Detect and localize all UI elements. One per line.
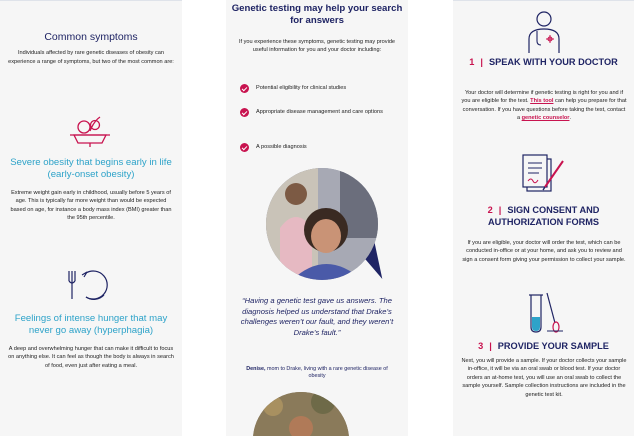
attribution-description: mom to Drake, living with a rare genetic disease of obesity: [265, 366, 388, 380]
check-icon: [240, 143, 249, 152]
step1-body-text: .: [569, 115, 572, 122]
step1-title: SPEAK WITH YOUR DOCTOR: [488, 57, 618, 67]
symptom1-body: Extreme weight gain early in childhood, usually before 5 years of age. This is typically far more weight than would be expected based on age, for instance a body mass index (BMI) greater than the 95th percentile.: [10, 190, 172, 222]
checklist-item-label: Potential eligibility for clinical studies: [256, 85, 347, 91]
check-icon: [240, 84, 249, 93]
form-pen-icon: [519, 153, 569, 197]
step3-number: 3: [478, 341, 484, 351]
step1-body-text: Your doctor will determine if genetic testing is right for you and if you are eligible for the test.: [461, 90, 624, 105]
checklist-item-label: A possible diagnosis: [256, 144, 307, 150]
testimonial-quote: “Having a genetic test gave us answers. The diagnosis helped us understand that Drake’s challenges weren’t our fault, and they weren’t Drake’s fault.”: [240, 296, 394, 337]
symptoms-intro: Individuals affected by rare genetic diseases of obesity can experience a range of symptoms, but two of the most common are:: [8, 50, 174, 65]
test-tube-swab-icon: [523, 291, 565, 335]
family-photo: [266, 168, 378, 280]
step1-body-text: can help you prepare for that conversation. If you have questions before taking the test, contact a: [462, 98, 627, 122]
symptom2-body: A deep and overwhelming hunger that can make it difficult to focus on anything else. It can feel as though the body is always in search of food, even just after eating a meal.: [8, 346, 174, 369]
testimonial-attribution: [246, 366, 388, 381]
step2-number: 2: [487, 205, 493, 215]
step2-title: SIGN CONSENT AND AUTHORIZATION FORMS: [487, 205, 600, 227]
genetic-testing-title: Genetic testing may help your search for answers: [231, 3, 403, 26]
scale-icon: [66, 113, 114, 149]
fork-plate-icon: [66, 265, 114, 305]
step1-number: 1: [469, 57, 475, 67]
step2-heading: 2 | SIGN CONSENT AND AUTHORIZATION FORMS: [487, 205, 600, 227]
this-tool-link[interactable]: This tool: [530, 98, 554, 105]
symptoms-panel: [0, 0, 182, 436]
attribution-name: Denise,: [246, 366, 266, 372]
checklist-item-label: Appropriate disease management and care options: [256, 109, 383, 115]
genetic-testing-panel: [226, 0, 408, 436]
check-icon: [240, 108, 249, 117]
step3-body: Next, you will provide a sample. If your doctor collects your sample in-office, it will be via an oral swab or blood test. If your doctor orders an at-home test, you will use an oral swab to collect the sample yourself. Sample collection instructions are included in the genetic test kit.: [461, 358, 627, 398]
symptom2-heading: Feelings of intense hunger that may never go away (hyperphagia): [14, 313, 168, 336]
step3-heading: 3 | PROVIDE YOUR SAMPLE: [478, 341, 609, 351]
symptom1-heading: Severe obesity that begins early in life (early-onset obesity): [10, 157, 172, 180]
steps-panel: [453, 0, 634, 436]
step1-heading: 1 | SPEAK WITH YOUR DOCTOR: [469, 57, 618, 67]
step1-body: [461, 89, 627, 123]
step3-title: PROVIDE YOUR SAMPLE: [497, 341, 609, 351]
genetic-counselor-link[interactable]: genetic counselor: [521, 115, 570, 122]
genetic-testing-intro: If you experience these symptoms, genetic testing may provide useful information for you and your doctor including:: [238, 39, 396, 54]
child-outdoor-photo: [253, 392, 349, 436]
doctor-icon: [525, 7, 563, 53]
symptoms-title: Common symptoms: [44, 31, 138, 43]
step2-body: If you are eligible, your doctor will order the test, which can be conducted in-office or at your home, and ask you to review and sign a consent form giving your permission to collect your sample.: [462, 240, 626, 263]
